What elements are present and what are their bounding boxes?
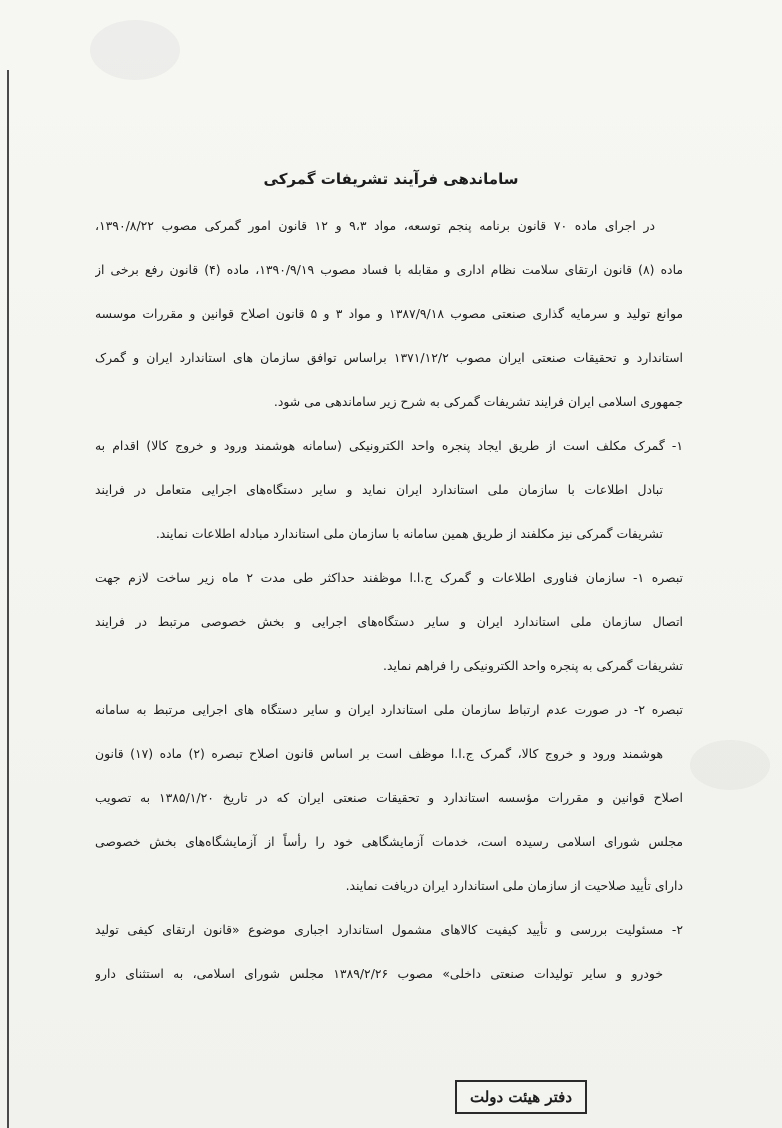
document-title: ساماندهی فرآیند تشریفات گمرکی	[263, 170, 519, 188]
body-line: موانع تولید و سرمایه گذاری صنعتی مصوب ۱۳۸۷/۹/۱۸ و مواد ۳ و ۵ قانون اصلاح قوانین و مقررات موسسه	[95, 306, 683, 321]
office-stamp: دفتر هیئت دولت	[455, 1080, 587, 1114]
body-line: در اجرای ماده ۷۰ قانون برنامه پنجم توسعه، مواد ۹،۳ و ۱۲ قانون امور گمرکی مصوب ۱۳۹۰/۸/۲۲،	[95, 218, 655, 233]
body-line: هوشمند ورود و خروج کالا، گمرک ج.ا.ا موظف است بر اساس قانون اصلاح تبصره (۲) ماده (۱۷) قانون	[95, 746, 664, 761]
body-line: دارای تأیید صلاحیت از سازمان ملی استاندارد ایران دریافت نمایند.	[345, 878, 683, 893]
body-line: مجلس شورای اسلامی رسیده است، خدمات آزمایشگاهی خود را رأساً از آزمایشگاه‌های بخش خصوصی	[95, 834, 683, 849]
body-line: تشریفات گمرکی نیز مکلفند از طریق همین سامانه با سازمان ملی استاندارد مبادله اطلاعات نمایند.	[155, 526, 663, 541]
body-line: ۱- گمرک مکلف است از طریق ایجاد پنجره واحد الکترونیکی (سامانه هوشمند ورود و خروج کالا) اقدام به	[95, 438, 683, 453]
body-line: تبادل اطلاعات با سازمان ملی استاندارد ایران نماید و سایر دستگاه‌های اجرایی متعامل در فرایند	[95, 482, 663, 497]
document-body	[95, 208, 683, 1000]
body-line: استاندارد و تحقیقات صنعتی ایران مصوب ۱۳۷۱/۱۲/۲ براساس توافق سازمان های استاندارد ایران و گمرک	[95, 350, 683, 365]
margin-rule	[7, 70, 9, 1128]
body-line: تشریفات گمرکی به پنجره واحد الکترونیکی را فراهم نماید.	[383, 658, 683, 673]
scan-smudge	[90, 20, 180, 80]
scan-smudge	[690, 740, 770, 790]
body-line: جمهوری اسلامی ایران فرایند تشریفات گمرکی به شرح زیر ساماندهی می شود.	[273, 394, 683, 409]
body-line: ۲- مسئولیت بررسی و تأیید کیفیت کالاهای مشمول استاندارد اجباری موضوع «قانون ارتقای کیفی تولید	[95, 922, 683, 937]
body-line: تبصره ۱- سازمان فناوری اطلاعات و گمرک ج.ا.ا موظفند حداکثر طی مدت ۲ ماه زیر ساخت لازم جهت	[95, 570, 683, 585]
body-line: اصلاح قوانین و مقررات مؤسسه استاندارد و تحقیقات صنعتی ایران که در تاریخ ۱۳۸۵/۱/۲۰ به تصویب	[95, 790, 683, 805]
body-line: اتصال سازمان ملی استاندارد ایران و سایر دستگاه‌های اجرایی و بخش خصوصی مرتبط در فرایند	[95, 614, 683, 629]
body-line: تبصره ۲- در صورت عدم ارتباط سازمان ملی استاندارد ایران و سایر دستگاه های اجرایی مرتبط به سامانه	[95, 702, 683, 717]
body-line: ماده (۸) قانون ارتقای سلامت نظام اداری و مقابله با فساد مصوب ۱۳۹۰/۹/۱۹، ماده (۴) قانون رفع برخی از	[95, 262, 683, 277]
body-line: خودرو و سایر تولیدات صنعتی داخلی» مصوب ۱۳۸۹/۲/۲۶ مجلس شورای اسلامی، به استثنای دارو	[95, 966, 663, 981]
